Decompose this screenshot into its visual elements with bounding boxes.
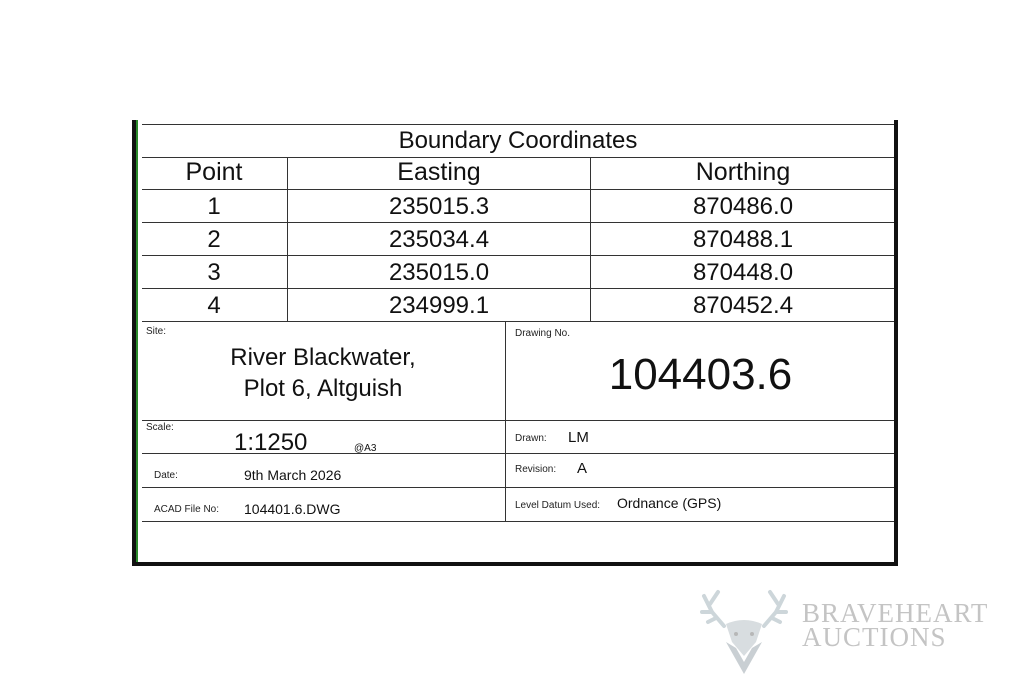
site-name [142, 342, 504, 404]
drawn-label: Drawn: [515, 433, 547, 444]
site-line-2: Plot 6, Altguish [243, 375, 403, 402]
braveheart-watermark [694, 582, 1004, 677]
level-datum-section [505, 488, 895, 521]
northing-cell: 870448.0 [590, 256, 895, 288]
table-row [142, 289, 894, 322]
scale-block [142, 421, 894, 454]
table-row [142, 256, 894, 289]
drawing-no-label: Drawing No. [515, 328, 571, 339]
revision-value: A [577, 460, 588, 477]
sheet-edge [136, 120, 138, 562]
scale-section [142, 421, 504, 456]
drawing-sheet [132, 120, 898, 566]
scale-value: 1:1250 [234, 429, 308, 456]
revision-label: Revision: [515, 464, 557, 475]
drawing-number: 104403.6 [608, 350, 793, 399]
table-row [142, 190, 894, 223]
site-block [142, 322, 894, 421]
point-cell: 3 [207, 259, 221, 286]
header-northing: Northing [590, 157, 895, 189]
site-section [142, 322, 504, 420]
table-header-row [142, 157, 894, 190]
acad-file-value: 104401.6.DWG [244, 501, 341, 517]
drawn-section [505, 421, 895, 453]
revision-section [505, 454, 895, 487]
watermark-text [802, 598, 989, 652]
easting-cell: 234999.1 [287, 289, 590, 321]
level-datum-label: Level Datum Used: [515, 500, 601, 511]
date-block [142, 454, 894, 488]
header-point: Point [185, 158, 243, 186]
easting-cell: 235015.3 [287, 190, 590, 222]
header-easting: Easting [287, 157, 590, 189]
northing-cell: 870452.4 [590, 289, 895, 321]
acad-block [142, 488, 894, 522]
watermark-line-2: AUCTIONS [802, 622, 947, 652]
stag-head-icon [694, 582, 794, 677]
easting-cell: 235034.4 [287, 223, 590, 255]
point-cell: 1 [207, 193, 221, 220]
acad-label: ACAD File No: [154, 504, 220, 515]
northing-cell: 870488.1 [590, 223, 895, 255]
easting-cell: 235015.0 [287, 256, 590, 288]
sheet-size: @A3 [354, 443, 377, 454]
drawing-no-section [505, 322, 895, 420]
date-value: 9th March 2026 [244, 467, 342, 483]
table-title: Boundary Coordinates [142, 124, 894, 158]
acad-section [142, 488, 504, 521]
date-label: Date: [154, 470, 178, 481]
drawn-value: LM [568, 429, 589, 446]
level-datum-value: Ordnance (GPS) [617, 495, 722, 511]
scale-label: Scale: [146, 422, 174, 433]
point-cell: 2 [207, 226, 221, 253]
site-line-1: River Blackwater, [230, 344, 416, 371]
watermark-line-1: BRAVEHEART [802, 598, 989, 628]
point-cell: 4 [207, 292, 221, 319]
date-section [142, 454, 504, 487]
site-label: Site: [146, 326, 167, 337]
northing-cell: 870486.0 [590, 190, 895, 222]
table-row [142, 223, 894, 256]
